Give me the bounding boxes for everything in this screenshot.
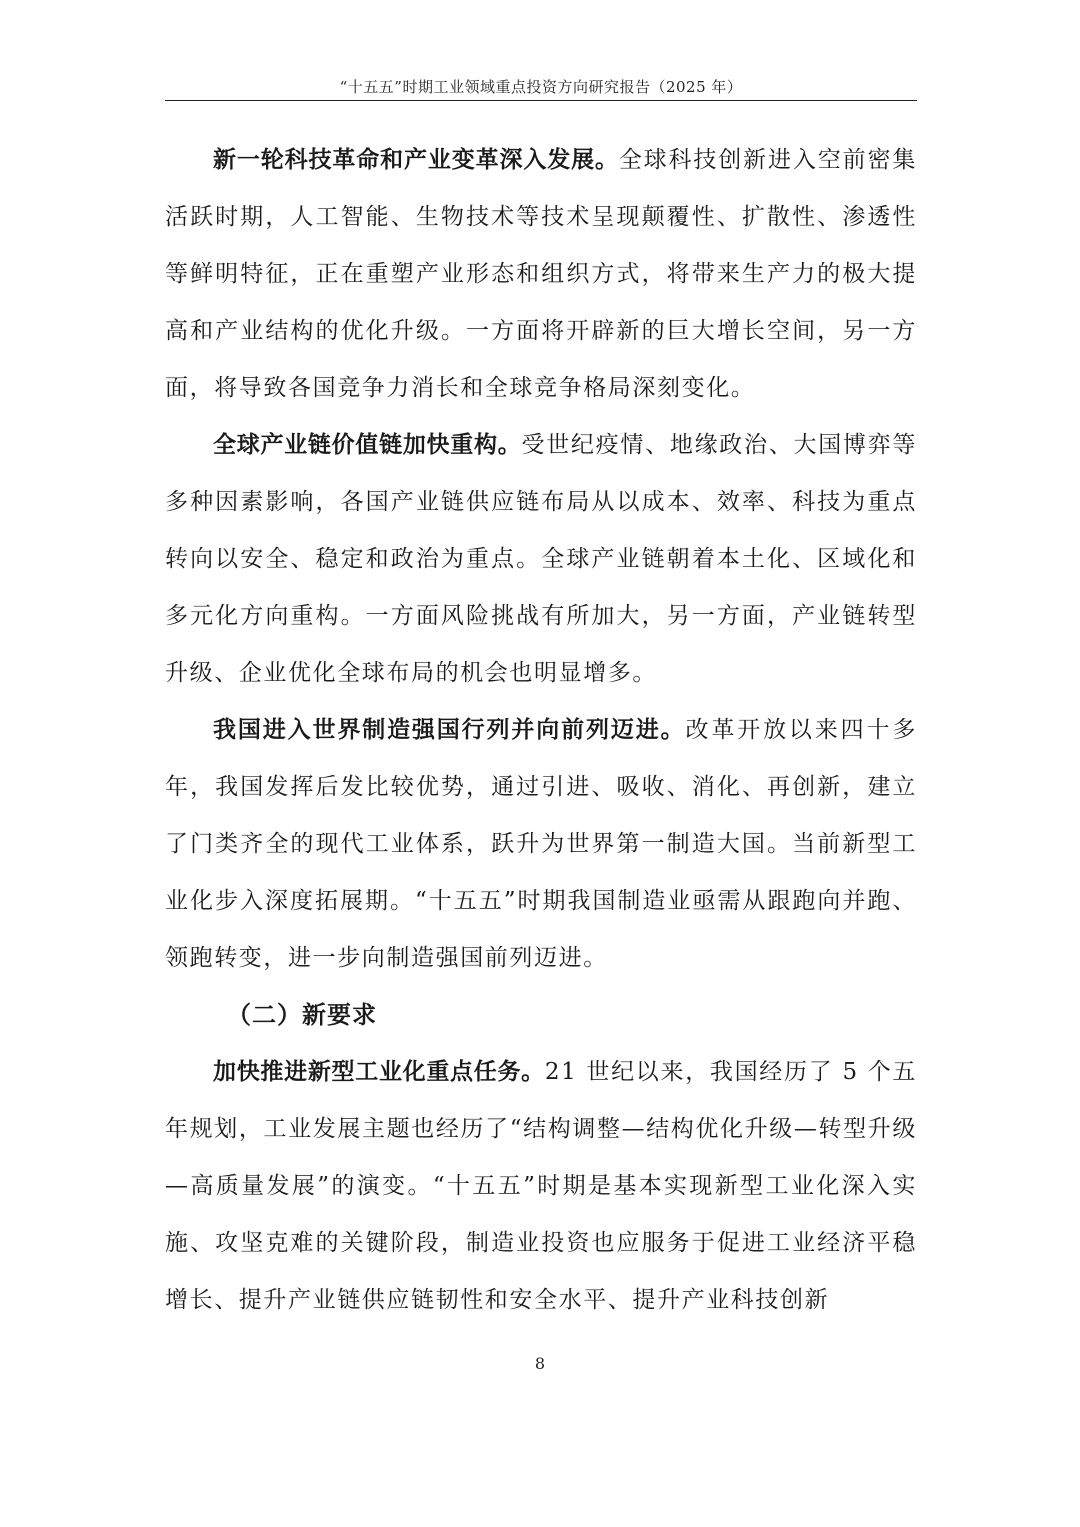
body-text: [165, 132, 917, 1329]
paragraph-value-chain: [165, 417, 917, 702]
paragraph-new-industrialization: [165, 1044, 917, 1329]
paragraph-text: 全球科技创新进入空前密集活跃时期，人工智能、生物技术等技术呈现颠覆性、扩散性、渗透性等鲜明特征，正在重塑产业形态和组织方式，将带来生产力的极大提高和产业结构的优化升级。一方面将开辟新的巨大增长空间，另一方面，将导致各国竞争力消长和全球竞争格局深刻变化。: [165, 147, 917, 401]
paragraph-manufacturing-power: [165, 702, 917, 987]
paragraph-tech-revolution: [165, 132, 917, 417]
section-heading: （二）新要求: [227, 1001, 377, 1029]
paragraph-lead: 新一轮科技革命和产业变革深入发展。: [213, 147, 619, 173]
paragraph-lead: 全球产业链价值链加快重构。: [213, 432, 522, 458]
header-rule: [165, 100, 917, 101]
running-header: “十五五”时期工业领域重点投资方向研究报告（2025 年）: [339, 78, 743, 96]
paragraph-lead: 我国进入世界制造强国行列并向前列迈进。: [213, 717, 686, 743]
paragraph-text: 21 世纪以来，我国经历了 5 个五年规划，工业发展主题也经历了“结构调整—结构优化升级—转型升级—高质量发展”的演变。“十五五”时期是基本实现新型工业化深入实施、攻坚克难的关键阶段，制造业投资也应服务于促进工业经济平稳增长、提升产业链供应链韧性和安全水平、提升产业科技创新: [165, 1059, 918, 1313]
paragraph-text: 改革开放以来四十多年，我国发挥后发比较优势，通过引进、吸收、消化、再创新，建立了门类齐全的现代工业体系，跃升为世界第一制造大国。当前新型工业化步入深度拓展期。“十五五”时期我国制造业亟需从跟跑向并跑、领跑转变，进一步向制造强国前列迈进。: [165, 717, 917, 971]
page-number: 8: [534, 1354, 546, 1373]
paragraph-text: 受世纪疫情、地缘政治、大国博弈等多种因素影响，各国产业链供应链布局从以成本、效率、科技为重点转向以安全、稳定和政治为重点。全球产业链朝着本土化、区域化和多元化方向重构。一方面风险挑战有所加大，另一方面，产业链转型升级、企业优化全球布局的机会也明显增多。: [165, 432, 917, 686]
paragraph-lead: 加快推进新型工业化重点任务。: [213, 1059, 545, 1085]
